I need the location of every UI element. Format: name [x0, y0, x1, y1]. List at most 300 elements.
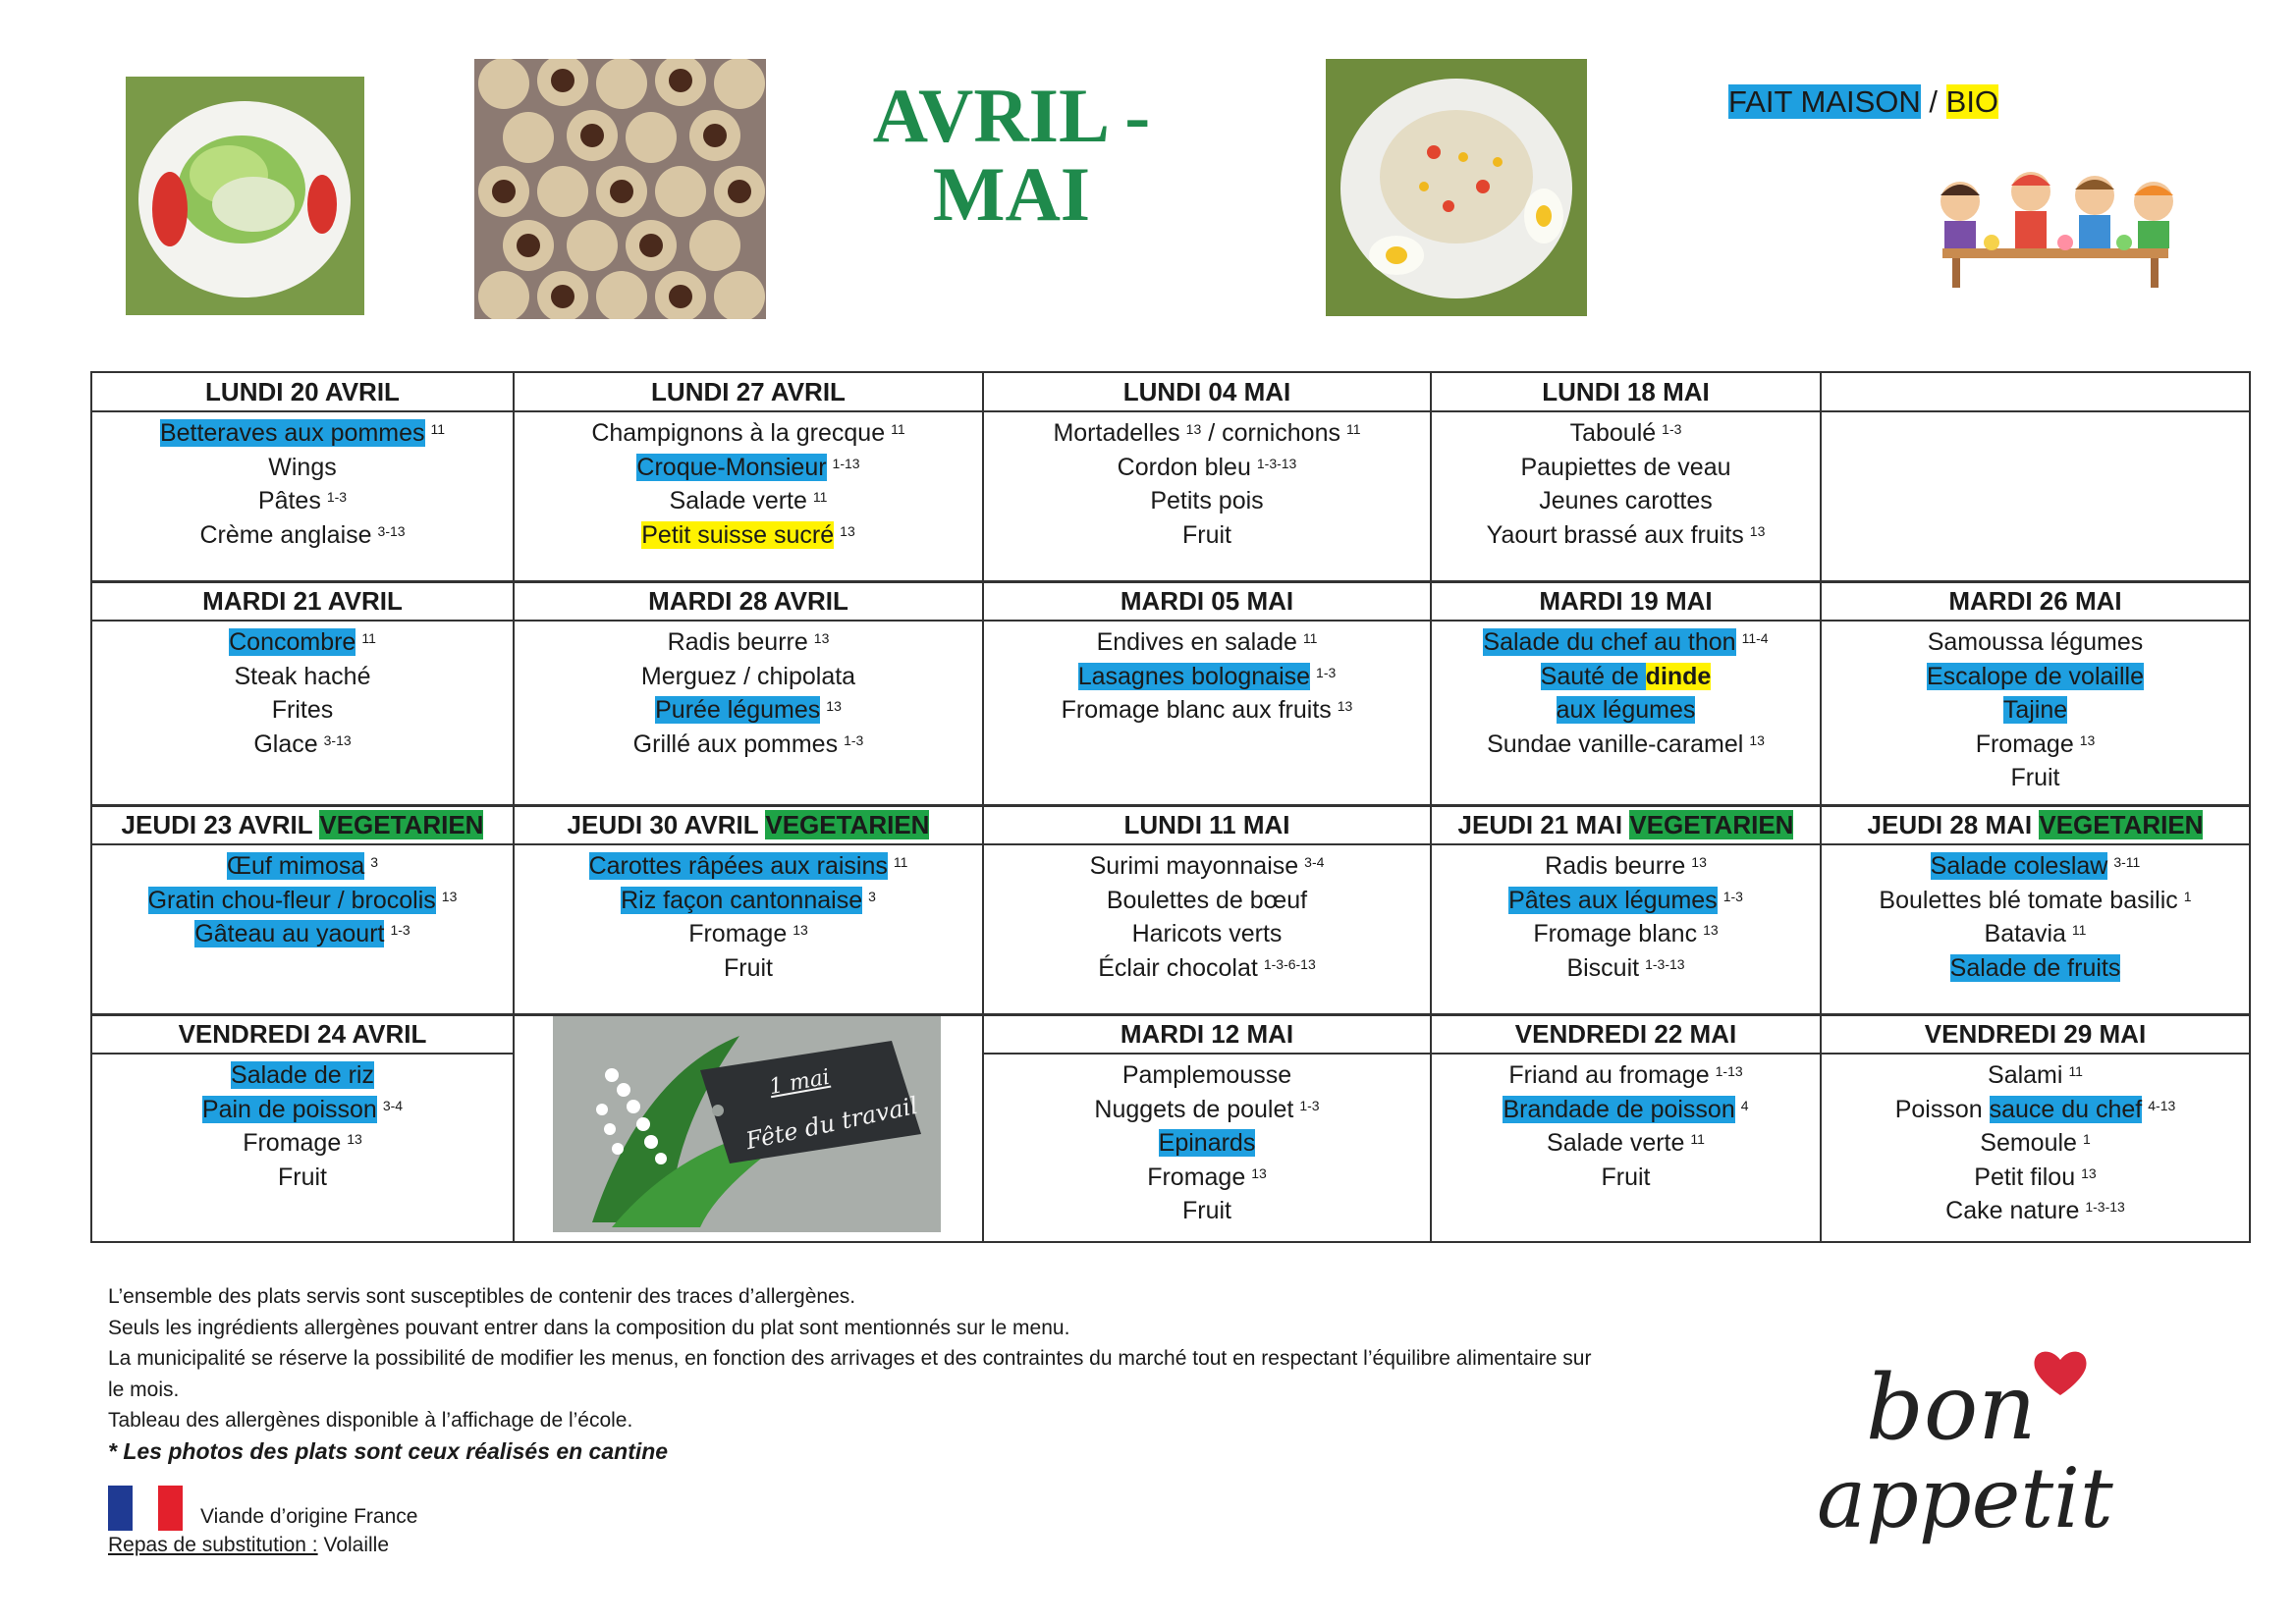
allergen-code: 13 — [1749, 522, 1766, 539]
allergen-code: 11 — [1346, 421, 1361, 437]
dish-name: Frites — [271, 696, 334, 724]
dish-list — [984, 416, 1430, 552]
dish-name: Gratin chou-fleur / brocolis — [147, 886, 436, 914]
dish-item — [92, 693, 513, 728]
day-label: JEUDI 21 MAI — [1457, 810, 1623, 839]
dish-name: Radis beurre — [667, 628, 808, 656]
allergen-code: 1-3-13 — [1256, 455, 1297, 471]
bon-appetit-lettering — [1807, 1340, 2141, 1561]
allergen-code: 1-13 — [832, 455, 860, 471]
dish-item — [984, 1058, 1430, 1093]
dish-name: Poisson — [1894, 1095, 1990, 1123]
day-label: LUNDI 18 MAI — [1542, 377, 1710, 406]
dish-name: Escalope de volaille — [1927, 662, 2144, 690]
dish-name: dinde — [1645, 662, 1712, 690]
allergen-code: 3 — [868, 888, 876, 904]
vegetarian-tag: VEGETARIEN — [765, 810, 930, 839]
dish-list — [1432, 1058, 1820, 1194]
dish-list — [984, 849, 1430, 985]
allergen-code: 13 — [840, 522, 855, 539]
allergen-code: 11 — [1302, 630, 1318, 646]
legend — [1728, 84, 1998, 120]
allergen-code: 3-13 — [377, 522, 406, 539]
dish-name: Salami — [1988, 1061, 2063, 1089]
dish-name: Éclair chocolat — [1098, 953, 1258, 982]
dish-name: Salade du chef au thon — [1483, 628, 1736, 656]
allergen-code: 11 — [1690, 1131, 1705, 1147]
allergen-code: 11 — [2068, 1063, 2083, 1079]
allergen-code: 4 — [1740, 1097, 1749, 1113]
dish-name: Haricots verts — [1131, 920, 1283, 947]
dish-item — [92, 484, 513, 518]
dish-item — [984, 484, 1430, 518]
dish-name: Gâteau au yaourt — [194, 920, 385, 947]
dish-item — [92, 728, 513, 762]
dish-name: Semoule — [1980, 1129, 2077, 1157]
day-header — [1822, 582, 2249, 622]
meat-origin-label: Viande d’origine France — [200, 1505, 418, 1528]
dish-name: Salade verte — [669, 487, 807, 514]
dish-item — [1432, 884, 1820, 918]
dish-item — [515, 451, 982, 485]
dish-name: Pâtes — [257, 487, 321, 514]
photo-may-label-2: Fête du travail — [743, 1091, 921, 1156]
day-label: MARDI 28 AVRIL — [648, 586, 848, 616]
dish-name: Croque-Monsieur — [636, 453, 827, 481]
day-cell-vendredi-29-mai — [1820, 1013, 2251, 1243]
dish-item — [1432, 728, 1820, 762]
dish-item — [1432, 849, 1820, 884]
kids-eating-illustration — [1923, 162, 2188, 290]
dish-item — [1822, 625, 2249, 660]
dish-item — [515, 416, 982, 451]
allergen-code: 13 — [441, 888, 458, 904]
dish-name: Fromage blanc aux fruits — [1061, 696, 1332, 724]
dish-name: Biscuit — [1566, 953, 1640, 982]
dish-name: Fruit — [1601, 1163, 1651, 1191]
dish-name: Purée légumes — [655, 696, 821, 724]
dish-item — [984, 693, 1430, 728]
day-label: JEUDI 28 MAI — [1867, 810, 2033, 839]
dish-item — [1822, 728, 2249, 762]
dish-item — [92, 416, 513, 451]
dish-name: Fromage blanc — [1533, 920, 1698, 947]
dish-name: Fruit — [1182, 1197, 1231, 1224]
dish-name: Cordon bleu — [1117, 453, 1251, 481]
dish-name: Tajine — [2002, 696, 2068, 724]
allergen-code: 13 — [793, 922, 808, 938]
dish-item — [515, 951, 982, 986]
dish-name: Salade de riz — [231, 1061, 374, 1089]
day-header — [984, 373, 1430, 412]
dish-item — [515, 884, 982, 918]
dish-name: Concombre — [229, 628, 356, 656]
dish-item — [1432, 484, 1820, 518]
dish-item — [1822, 1161, 2249, 1195]
page-title: AVRIL - MAI — [872, 73, 1151, 237]
legend-separator: / — [1920, 84, 1946, 119]
dish-item — [984, 451, 1430, 485]
allergen-code: 3-13 — [323, 731, 352, 748]
day-cell-jeudi-21-mai — [1430, 804, 1822, 1016]
dish-list — [1822, 849, 2249, 985]
allergen-code: 1-3 — [1722, 888, 1743, 904]
day-cell-jeudi-30-avril — [513, 804, 984, 1016]
dish-name: Boulettes blé tomate basilic — [1879, 886, 2178, 914]
dish-item — [1432, 1093, 1820, 1127]
dish-item — [984, 917, 1430, 951]
dish-item — [984, 1194, 1430, 1228]
dish-item — [1822, 849, 2249, 884]
day-label: LUNDI 27 AVRIL — [651, 377, 846, 406]
allergen-code: 13 — [813, 630, 830, 646]
allergen-code: 1-3 — [1316, 664, 1337, 680]
substitution-meal — [108, 1534, 389, 1557]
appetit-text: appetit — [1817, 1450, 2113, 1546]
dish-item — [1432, 660, 1820, 694]
footer-photo-note: * Les photos des plats sont ceux réalisés en cantine — [108, 1437, 669, 1464]
dish-name: Fruit — [2010, 764, 2060, 791]
dish-name: Boulettes de bœuf — [1106, 886, 1308, 914]
day-cell-mardi-26-mai — [1820, 580, 2251, 807]
dish-name: Salade verte — [1547, 1129, 1685, 1157]
dish-name: Champignons à la grecque — [591, 419, 886, 447]
dish-item — [92, 518, 513, 553]
day-cell-mardi-21-avril — [90, 580, 515, 807]
allergen-code: 3-4 — [1304, 854, 1325, 870]
dish-name: Fruit — [724, 953, 773, 982]
allergen-code: 11 — [361, 630, 376, 646]
allergen-code: 13 — [1749, 731, 1765, 748]
dish-name: Paupiettes de veau — [1520, 453, 1731, 481]
day-label: JEUDI 23 AVRIL — [121, 810, 313, 839]
dish-name: Grillé aux pommes — [632, 730, 839, 758]
dish-name: Fruit — [278, 1163, 327, 1191]
dish-item — [1432, 625, 1820, 660]
rice-salad-photo — [1326, 59, 1587, 316]
allergen-code: 1-3 — [1662, 421, 1682, 437]
dish-name: Jeunes carottes — [1539, 487, 1713, 514]
dish-name: Pâtes aux légumes — [1508, 886, 1718, 914]
day-label: LUNDI 11 MAI — [1123, 810, 1290, 839]
dish-list — [1432, 849, 1820, 985]
dish-list — [515, 416, 982, 552]
dish-item — [1432, 693, 1820, 728]
dish-name: Friand au fromage — [1508, 1061, 1710, 1089]
dish-list — [1432, 625, 1820, 761]
allergen-code: 1-3 — [1299, 1097, 1320, 1113]
lily-of-the-valley-photo — [553, 1016, 941, 1232]
dish-item — [92, 884, 513, 918]
allergen-code: 11 — [430, 421, 446, 437]
dish-name: Fromage — [688, 920, 788, 947]
day-header — [1822, 806, 2249, 845]
substitution-label: Repas de substitution : — [108, 1534, 318, 1556]
dish-name: Endives en salade — [1096, 628, 1297, 656]
allergen-code: 11 — [891, 421, 905, 437]
day-label: MARDI 21 AVRIL — [202, 586, 403, 616]
day-label: JEUDI 30 AVRIL — [567, 810, 759, 839]
salad-photo — [126, 77, 364, 315]
allergen-code: 13 — [1185, 421, 1202, 437]
dish-name: Batavia — [1984, 920, 2066, 947]
day-header — [1432, 806, 1820, 845]
allergen-code: 1 — [2183, 888, 2192, 904]
day-label: MARDI 05 MAI — [1120, 586, 1294, 616]
bon-text: bon — [1866, 1355, 2037, 1460]
vegetarian-tag: VEGETARIEN — [319, 810, 484, 839]
day-label: MARDI 26 MAI — [1948, 586, 2122, 616]
day-cell-mardi-28-avril — [513, 580, 984, 807]
dish-item — [92, 625, 513, 660]
allergen-code: 11-4 — [1741, 630, 1769, 646]
dish-name: Fromage — [1147, 1163, 1246, 1191]
day-header — [1432, 1015, 1820, 1055]
allergen-code: 1-13 — [1715, 1063, 1743, 1079]
dish-name: Petit filou — [1974, 1163, 2076, 1191]
dish-name: / cornichons — [1201, 419, 1340, 447]
dish-item — [1432, 518, 1820, 553]
dish-item — [1822, 1126, 2249, 1161]
dish-item — [1822, 917, 2249, 951]
day-label: MARDI 12 MAI — [1120, 1019, 1294, 1049]
footer-notes — [108, 1281, 1777, 1467]
dish-item — [92, 1058, 513, 1093]
dish-item — [92, 1161, 513, 1195]
dish-name: Yaourt brassé aux fruits — [1486, 520, 1744, 549]
allergen-code: 13 — [347, 1131, 362, 1147]
dish-item — [984, 518, 1430, 553]
day-header — [984, 1015, 1430, 1055]
dish-item — [1822, 1093, 2249, 1127]
day-cell-mardi-05-mai — [982, 580, 1432, 807]
dish-list — [984, 1058, 1430, 1228]
dish-list — [92, 849, 513, 951]
dish-name: Betteraves aux pommes — [159, 419, 425, 447]
dish-name: Sundae vanille-caramel — [1487, 730, 1744, 758]
dish-name: Wings — [268, 453, 337, 481]
day-header — [515, 806, 982, 845]
day-header — [984, 582, 1430, 622]
day-cell-vendredi-22-mai — [1430, 1013, 1822, 1243]
dish-item — [92, 1093, 513, 1127]
footer-line: L’ensemble des plats servis sont susceptibles de contenir des traces d’allergènes. — [108, 1285, 856, 1308]
day-header — [92, 582, 513, 622]
allergen-code: 3-11 — [2113, 854, 2141, 870]
day-header — [92, 373, 513, 412]
dish-name: Fromage — [1975, 730, 2074, 758]
dish-item — [984, 1126, 1430, 1161]
allergen-code: 1-3 — [326, 489, 348, 505]
day-label: VENDREDI 22 MAI — [1514, 1019, 1737, 1049]
allergen-code: 11 — [2071, 922, 2087, 938]
dish-item — [515, 917, 982, 951]
dish-name: Surimi mayonnaise — [1089, 852, 1299, 880]
dish-item — [92, 1126, 513, 1161]
dish-name: Epinards — [1158, 1129, 1256, 1157]
dish-name: Petits pois — [1150, 487, 1264, 514]
day-label: MARDI 19 MAI — [1539, 586, 1713, 616]
dish-item — [92, 849, 513, 884]
dish-name: Glace — [253, 730, 318, 758]
day-label: LUNDI 04 MAI — [1122, 377, 1291, 406]
dish-item — [1822, 761, 2249, 795]
dish-name: Œuf mimosa — [226, 852, 365, 880]
day-header — [515, 373, 982, 412]
dish-list — [515, 849, 982, 985]
day-cell-mardi-12-mai — [982, 1013, 1432, 1243]
dish-list — [1822, 625, 2249, 795]
dish-item — [984, 1161, 1430, 1195]
dish-name: Lasagnes bolognaise — [1077, 662, 1311, 690]
dish-item — [515, 518, 982, 553]
dish-list — [92, 625, 513, 761]
dish-item — [1432, 951, 1820, 986]
allergen-code: 13 — [826, 698, 842, 714]
dish-list — [92, 416, 513, 552]
dish-list — [1432, 416, 1820, 552]
dish-item — [1822, 884, 2249, 918]
dish-item — [1432, 451, 1820, 485]
allergen-code: 13 — [1691, 854, 1707, 870]
dish-item — [1822, 1058, 2249, 1093]
day-header — [1822, 1015, 2249, 1055]
dish-item — [92, 917, 513, 951]
allergen-code: 13 — [2079, 731, 2096, 748]
dish-item — [515, 484, 982, 518]
day-label: LUNDI 20 AVRIL — [205, 377, 400, 406]
dish-name: Cake nature — [1945, 1197, 2080, 1224]
footer-line: le mois. — [108, 1378, 180, 1401]
day-cell-lundi-11-mai — [982, 804, 1432, 1016]
dish-item — [984, 951, 1430, 986]
allergen-code: 1-3-13 — [2085, 1199, 2125, 1215]
dish-item — [1822, 693, 2249, 728]
dish-item — [984, 849, 1430, 884]
dish-item — [984, 625, 1430, 660]
day-header — [1432, 373, 1820, 412]
dish-item — [515, 728, 982, 762]
day-header — [1432, 582, 1820, 622]
dish-name: Mortadelles — [1053, 419, 1180, 447]
dish-name: Taboulé — [1569, 419, 1657, 447]
day-cell-jeudi-28-mai — [1820, 804, 2251, 1016]
dish-list — [984, 625, 1430, 728]
allergen-code: 13 — [1251, 1164, 1267, 1181]
dish-name: Nuggets de poulet — [1094, 1095, 1294, 1123]
day-cell-empty — [1820, 371, 2251, 583]
dish-item — [515, 625, 982, 660]
dish-name: Fromage — [243, 1129, 342, 1157]
dish-name: Crème anglaise — [199, 520, 372, 549]
dish-list — [1822, 1058, 2249, 1228]
day-header — [515, 582, 982, 622]
allergen-code: 1-3-6-13 — [1263, 955, 1316, 972]
day-cell-mardi-19-mai — [1430, 580, 1822, 807]
dish-item — [1822, 1194, 2249, 1228]
vegetarian-tag: VEGETARIEN — [2039, 810, 2204, 839]
footer-line: Seuls les ingrédients allergènes pouvant entrer dans la composition du plat sont mentionnés sur le menu. — [108, 1316, 1070, 1339]
dish-item — [515, 693, 982, 728]
allergen-code: 4-13 — [2148, 1097, 2176, 1113]
allergen-code: 13 — [1703, 922, 1719, 938]
day-header — [92, 806, 513, 845]
allergen-code: 1-3 — [390, 922, 410, 938]
dish-item — [1432, 917, 1820, 951]
dish-item — [1822, 660, 2249, 694]
dish-name: Salade de fruits — [1949, 953, 2121, 982]
france-flag-icon — [108, 1486, 183, 1531]
day-header — [984, 806, 1430, 845]
dish-name: Pain de poisson — [201, 1095, 377, 1123]
dish-name: Carottes râpées aux raisins — [588, 852, 888, 880]
day-header — [1822, 373, 2249, 412]
day-cell-lundi-18-mai — [1430, 371, 1822, 583]
allergen-code: 13 — [1337, 698, 1353, 714]
day-cell-lundi-04-mai — [982, 371, 1432, 583]
day-label: VENDREDI 29 MAI — [1924, 1019, 2147, 1049]
dish-item — [515, 660, 982, 694]
allergen-code: 13 — [2081, 1164, 2097, 1181]
dish-item — [984, 660, 1430, 694]
dish-item — [1822, 951, 2249, 986]
allergen-code: 3-4 — [382, 1097, 404, 1113]
dish-name: Merguez / chipolata — [640, 662, 856, 690]
dish-name: Petit suisse sucré — [641, 520, 835, 549]
day-cell-jeudi-23-avril — [90, 804, 515, 1016]
dish-item — [984, 416, 1430, 451]
dish-item — [1432, 1126, 1820, 1161]
cupcakes-photo — [474, 59, 766, 319]
dish-name: Pamplemousse — [1121, 1061, 1292, 1089]
dish-item — [515, 849, 982, 884]
dish-name: aux légumes — [1556, 696, 1696, 724]
substitution-value: Volaille — [317, 1534, 390, 1556]
dish-item — [92, 451, 513, 485]
allergen-code: 1 — [2082, 1131, 2091, 1147]
footer-line: La municipalité se réserve la possibilité de modifier les menus, en fonction des arrivages et des contraintes du marché tout en respectant l’équilibre alimentaire sur — [108, 1347, 1592, 1370]
vegetarian-tag: VEGETARIEN — [1629, 810, 1794, 839]
dish-name: Brandade de poisson — [1503, 1095, 1735, 1123]
day-header — [92, 1015, 513, 1055]
dish-item — [1432, 1058, 1820, 1093]
dish-name: Sauté de — [1540, 662, 1646, 690]
dish-list — [515, 625, 982, 761]
dish-item — [1432, 416, 1820, 451]
day-cell-lundi-20-avril — [90, 371, 515, 583]
allergen-code: 3 — [370, 854, 379, 870]
footer-line: Tableau des allergènes disponible à l’affichage de l’école. — [108, 1409, 633, 1432]
day-label: VENDREDI 24 AVRIL — [178, 1019, 427, 1049]
day-cell-vendredi-24-avril — [90, 1013, 515, 1243]
photo-may-label-1: 1 mai — [767, 1064, 832, 1101]
allergen-code: 11 — [812, 489, 828, 505]
allergen-code: 1-3-13 — [1645, 955, 1685, 972]
dish-name: Salade coleslaw — [1930, 852, 2108, 880]
legend-bio: BIO — [1945, 84, 1999, 119]
day-cell-lundi-27-avril — [513, 371, 984, 583]
dish-name: Samoussa légumes — [1927, 628, 2144, 656]
dish-name: sauce du chef — [1989, 1095, 2143, 1123]
allergen-code: 1-3 — [844, 731, 864, 748]
dish-item — [92, 660, 513, 694]
dish-name: Radis beurre — [1545, 852, 1686, 880]
dish-name: Fruit — [1182, 520, 1231, 549]
dish-name: Steak haché — [234, 662, 371, 690]
dish-list — [92, 1058, 513, 1194]
dish-name: Riz façon cantonnaise — [621, 886, 863, 914]
dish-item — [1432, 1161, 1820, 1195]
